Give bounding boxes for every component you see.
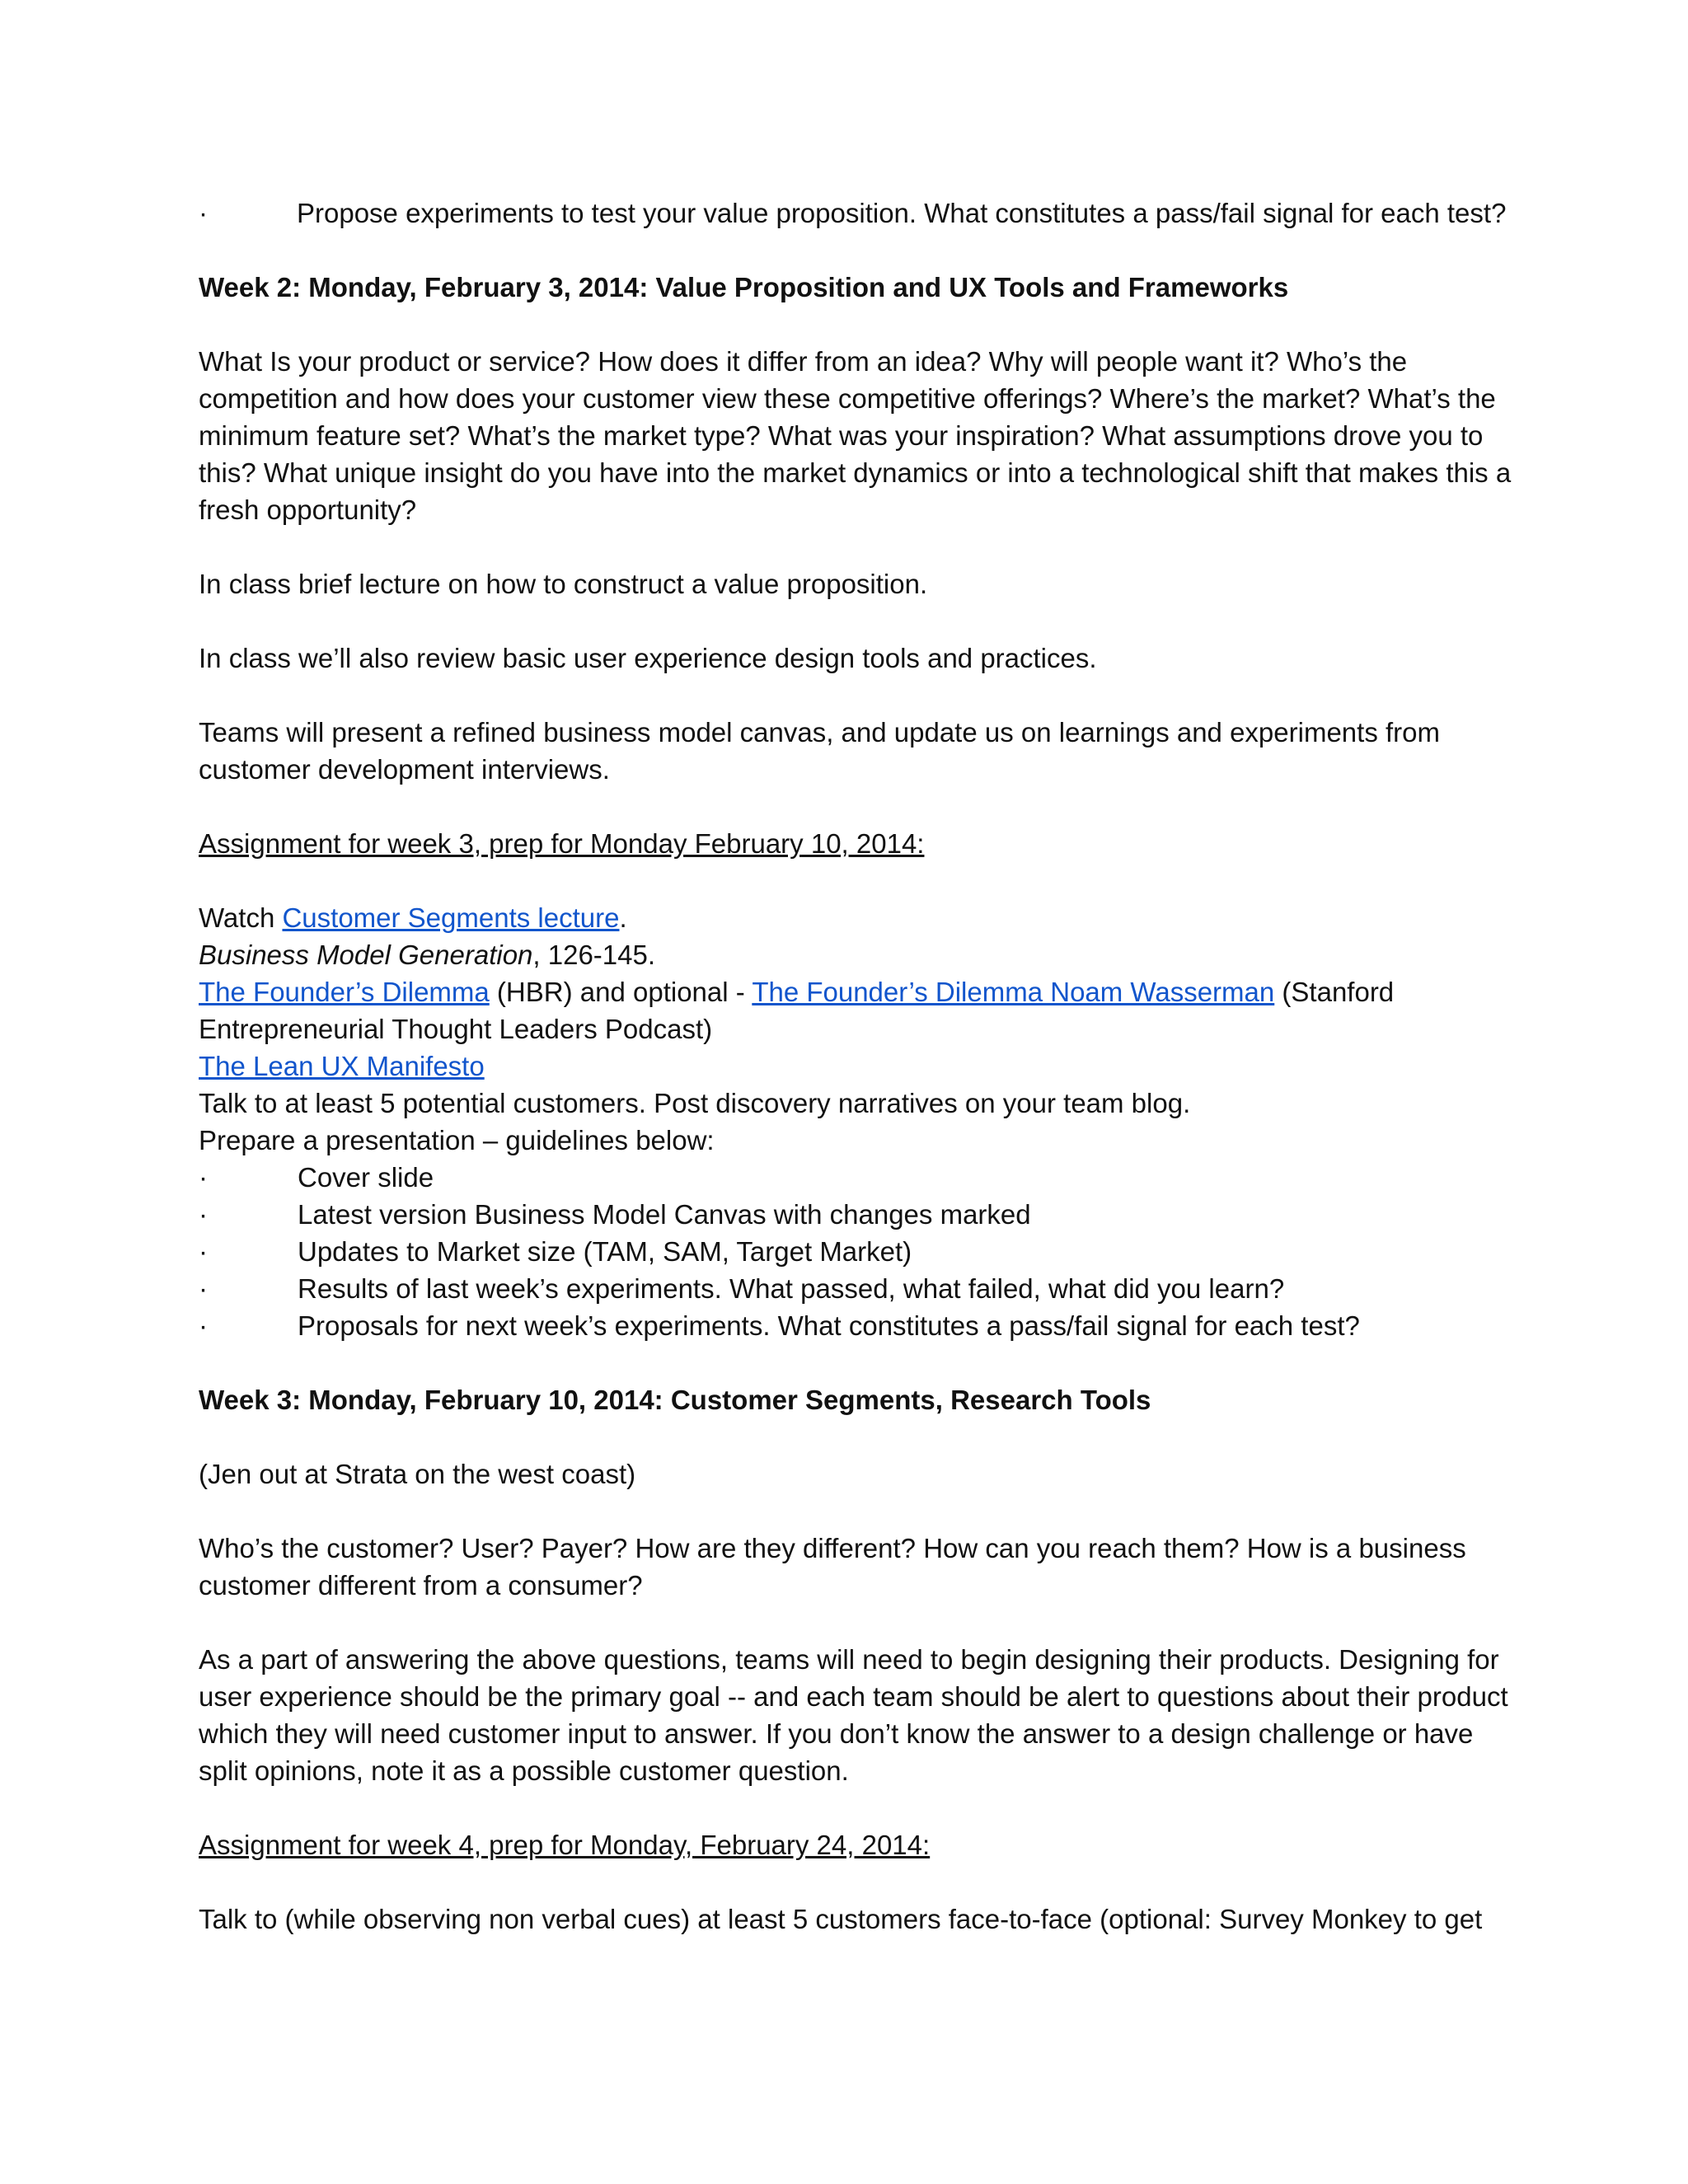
bullet-dot: · — [199, 1236, 208, 1267]
bullet-text: Cover slide — [298, 1162, 434, 1193]
bullet-text: Propose experiments to test your value proposition. What constitutes a pass/fail signal for each test? — [297, 198, 1507, 228]
week3-customer-paragraph: Who’s the customer? User? Payer? How are they different? How can you reach them? How is a business customer different from a consumer? — [199, 1533, 1466, 1601]
watch-prefix: Watch — [199, 902, 283, 933]
assignment4-talk-paragraph: Talk to (while observing non verbal cues) at least 5 customers face-to-face (optional: Survey Monkey to get — [199, 1904, 1483, 1934]
book-pages: , 126-145. — [532, 940, 656, 970]
watch-line — [199, 899, 1517, 936]
bullet-item — [199, 1307, 1517, 1344]
customer-segments-lecture-link[interactable]: Customer Segments lecture — [282, 902, 620, 933]
week2-lecture-paragraph: In class brief lecture on how to construct a value proposition. — [199, 569, 928, 599]
book-line — [199, 936, 1517, 973]
bullet-dot: · — [199, 1273, 208, 1304]
lean-ux-line — [199, 1047, 1517, 1085]
bullet-text: Results of last week’s experiments. What passed, what failed, what did you learn? — [298, 1273, 1285, 1304]
week2-ux-paragraph: In class we’ll also review basic user experience design tools and practices. — [199, 643, 1097, 673]
prepare-line: Prepare a presentation – guidelines below: — [199, 1125, 715, 1155]
bullet-item — [199, 1159, 1517, 1196]
founder-mid-text: (HBR) and optional - — [489, 977, 753, 1007]
bullet-item — [199, 1270, 1517, 1307]
book-title: Business Model Generation — [199, 940, 533, 970]
talk-line: Talk to at least 5 potential customers. Post discovery narratives on your team blog. — [199, 1088, 1191, 1118]
bullet-item — [199, 1196, 1517, 1233]
week3-note-paragraph: (Jen out at Strata on the west coast) — [199, 1459, 636, 1489]
bullet-dot: · — [199, 1199, 208, 1230]
bullet-text: Updates to Market size (TAM, SAM, Target Market) — [298, 1236, 912, 1267]
bullet-item — [199, 1233, 1517, 1270]
document-page — [199, 194, 1517, 1938]
founder-suffix-text: (Stanford Entrepreneurial Thought Leaders Podcast) — [199, 977, 1395, 1044]
founders-dilemma-wasserman-link[interactable]: The Founder’s Dilemma Noam Wasserman — [752, 977, 1275, 1007]
bullet-item — [199, 194, 1517, 232]
week3-heading: Week 3: Monday, February 10, 2014: Customer Segments, Research Tools — [199, 1385, 1151, 1415]
week2-intro-paragraph: What Is your product or service? How does it differ from an idea? Why will people want it? Who’s the competition and how does your customer view these competitive offerings? Where’s the market? What’s the minimum feature set? What’s the market type? What was your inspiration? What assumptions drove you to this? What unique insight do you have into the market dynamics or into a technological shift that makes this a fresh opportunity? — [199, 346, 1512, 525]
assignment3-heading: Assignment for week 3, prep for Monday February 10, 2014: — [199, 828, 925, 859]
founders-dilemma-link[interactable]: The Founder’s Dilemma — [199, 977, 490, 1007]
assignment4-heading: Assignment for week 4, prep for Monday, February 24, 2014: — [199, 1830, 931, 1860]
week2-heading: Week 2: Monday, February 3, 2014: Value Proposition and UX Tools and Frameworks — [199, 272, 1289, 302]
week2-teams-paragraph: Teams will present a refined business model canvas, and update us on learnings and experiments from customer development interviews. — [199, 717, 1440, 785]
bullet-text: Proposals for next week’s experiments. What constitutes a pass/fail signal for each test? — [298, 1310, 1360, 1341]
week3-design-paragraph: As a part of answering the above questions, teams will need to begin designing their products. Designing for user experience should be the primary goal -- and each team should be alert to questions about their product which they will need customer input to answer. If you don’t know the answer to a design challenge or have split opinions, note it as a possible customer question. — [199, 1644, 1508, 1786]
watch-suffix: . — [619, 902, 627, 933]
lean-ux-manifesto-link[interactable]: The Lean UX Manifesto — [199, 1051, 485, 1081]
founder-line — [199, 973, 1517, 1047]
bullet-dot: · — [199, 1162, 208, 1193]
bullet-dot: · — [199, 1310, 208, 1341]
bullet-dot: · — [199, 198, 208, 228]
bullet-text: Latest version Business Model Canvas with changes marked — [298, 1199, 1031, 1230]
